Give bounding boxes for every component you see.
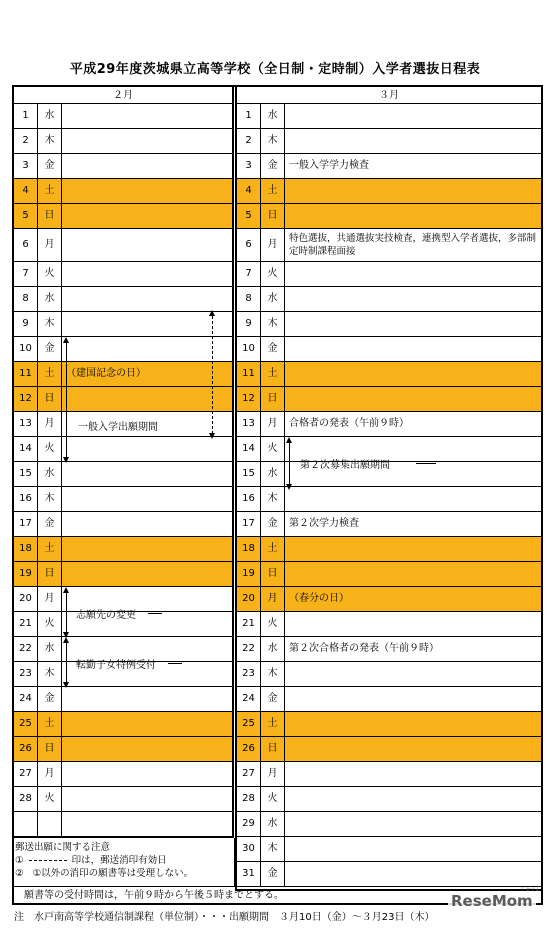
event-text — [285, 387, 541, 411]
event-text — [285, 312, 541, 336]
resemom-logo-sub: リセマム — [520, 887, 540, 893]
event-text — [285, 537, 541, 561]
event-text — [62, 287, 232, 311]
calendar-row — [237, 587, 541, 612]
weekday: 木 — [261, 487, 285, 511]
calendar-row — [237, 687, 541, 712]
transfer-special-label: 転勤子女特例受付 — [76, 660, 156, 671]
event-text — [285, 762, 541, 786]
event-text — [62, 154, 232, 178]
calendar-row — [237, 512, 541, 537]
event-text: （春分の日） — [289, 593, 349, 604]
weekday: 月 — [38, 229, 62, 261]
notes-text-1: 印は，郵送消印有効日 — [71, 855, 167, 866]
weekday: 日 — [38, 387, 62, 411]
day-number: 7 — [14, 262, 38, 286]
event-text — [62, 312, 232, 336]
event-text — [285, 287, 541, 311]
day-number: 28 — [14, 787, 38, 811]
day-number: 26 — [14, 737, 38, 761]
day-number: 15 — [14, 462, 38, 486]
day-number: 4 — [237, 179, 261, 203]
event-text — [285, 612, 541, 636]
arrow-up-icon — [209, 310, 215, 316]
event-text — [285, 104, 541, 128]
arrow-up-icon — [286, 437, 292, 443]
calendar-row — [14, 337, 232, 362]
event-text — [62, 229, 232, 261]
event-text — [285, 262, 541, 286]
day-number: 1 — [14, 104, 38, 128]
day-number: 12 — [14, 387, 38, 411]
event-text — [285, 562, 541, 586]
day-number: 9 — [14, 312, 38, 336]
weekday: 月 — [38, 587, 62, 611]
calendar-row — [14, 812, 232, 837]
day-number: 11 — [237, 362, 261, 386]
day-number: 23 — [237, 662, 261, 686]
calendar-row — [237, 229, 541, 262]
weekday: 火 — [38, 262, 62, 286]
notes-heading: 郵送出願に関する注意 — [15, 842, 111, 853]
february-calendar — [12, 85, 234, 838]
notes-line-2 — [15, 867, 231, 880]
event-text — [285, 362, 541, 386]
calendar-row — [237, 712, 541, 737]
day-number: 6 — [237, 229, 261, 261]
event-text — [62, 712, 232, 736]
event-text — [62, 562, 232, 586]
event-text — [62, 437, 232, 461]
event-text — [285, 179, 541, 203]
weekday: 月 — [38, 412, 62, 436]
weekday: 木 — [38, 487, 62, 511]
day-number: 31 — [237, 862, 261, 887]
calendar-row — [237, 662, 541, 687]
day-number: 22 — [237, 637, 261, 661]
weekday: 木 — [261, 129, 285, 153]
calendar-row — [237, 154, 541, 179]
calendar-row — [237, 312, 541, 337]
weekday: 土 — [38, 712, 62, 736]
weekday: 土 — [261, 362, 285, 386]
calendar-row — [237, 412, 541, 437]
event-text — [62, 762, 232, 786]
weekday: 土 — [261, 179, 285, 203]
day-number: 13 — [14, 412, 38, 436]
postmark-dashed-arrow-feb — [212, 316, 213, 434]
weekday: 金 — [261, 862, 285, 887]
event-text — [62, 787, 232, 811]
day-number: 8 — [14, 287, 38, 311]
weekday: 月 — [261, 229, 285, 261]
calendar-row — [237, 487, 541, 512]
calendar-row — [14, 204, 232, 229]
day-number: 2 — [14, 129, 38, 153]
day-number: 12 — [237, 387, 261, 411]
event-text — [62, 337, 232, 361]
day-number: 30 — [237, 837, 261, 861]
weekday: 日 — [261, 387, 285, 411]
calendar-row — [14, 229, 232, 262]
event-text — [285, 812, 541, 836]
weekday: 日 — [38, 562, 62, 586]
general-application-label: 一般入学出願期間 — [78, 422, 158, 433]
weekday: 金 — [261, 512, 285, 536]
event-text — [62, 462, 232, 486]
day-number: 20 — [14, 587, 38, 611]
event-text — [62, 179, 232, 203]
weekday: 木 — [261, 312, 285, 336]
day-number: 1 — [237, 104, 261, 128]
event-text: 第２次学力検査 — [289, 518, 359, 529]
day-number: 10 — [237, 337, 261, 361]
day-number: 3 — [14, 154, 38, 178]
calendar-row — [14, 104, 232, 129]
day-number: 5 — [14, 204, 38, 228]
calendar-row — [14, 537, 232, 562]
event-text: （建国記念の日） — [66, 368, 146, 379]
weekday: 土 — [261, 537, 285, 561]
weekday: 土 — [38, 537, 62, 561]
event-text — [62, 129, 232, 153]
day-number: 25 — [237, 712, 261, 736]
event-text — [62, 737, 232, 761]
event-text: 第２次合格者の発表（午前９時） — [289, 643, 439, 654]
day-number: 17 — [14, 512, 38, 536]
weekday: 火 — [261, 612, 285, 636]
calendar-row — [237, 637, 541, 662]
calendar-row — [237, 362, 541, 387]
day-number: 11 — [14, 362, 38, 386]
notes-mark-1: ① — [15, 855, 24, 866]
calendar-row — [237, 262, 541, 287]
weekday: 月 — [261, 762, 285, 786]
weekday: 金 — [38, 687, 62, 711]
day-number: 26 — [237, 737, 261, 761]
calendar-row — [14, 154, 232, 179]
calendar-row — [14, 312, 232, 337]
event-text — [62, 487, 232, 511]
weekday: 水 — [38, 637, 62, 661]
weekday: 金 — [261, 154, 285, 178]
day-number: 6 — [14, 229, 38, 261]
weekday: 水 — [261, 462, 285, 486]
calendar-row — [14, 129, 232, 154]
day-number: 20 — [237, 587, 261, 611]
weekday: 木 — [38, 662, 62, 686]
day-number: 8 — [237, 287, 261, 311]
calendar-row — [14, 437, 232, 462]
calendar-row — [14, 179, 232, 204]
day-number: 18 — [14, 537, 38, 561]
transfer-special-arrow — [66, 643, 67, 683]
event-text — [285, 837, 541, 861]
day-number: 24 — [14, 687, 38, 711]
weekday: 水 — [38, 104, 62, 128]
day-number: 25 — [14, 712, 38, 736]
day-number: 27 — [237, 762, 261, 786]
event-text — [285, 687, 541, 711]
weekday: 水 — [261, 104, 285, 128]
change-choice-label: 志願先の変更 — [76, 610, 136, 621]
day-number: 19 — [14, 562, 38, 586]
event-text — [285, 662, 541, 686]
calendar-row — [237, 337, 541, 362]
event-text — [62, 262, 232, 286]
calendar-row — [14, 462, 232, 487]
weekday: 金 — [38, 154, 62, 178]
calendar-row — [14, 737, 232, 762]
event-text: 特色選抜，共通選抜実技検査，連携型入学者選抜，多部制定時制課程面接 — [289, 233, 537, 257]
calendar-row — [14, 562, 232, 587]
calendar-row — [237, 862, 541, 887]
calendar-row — [237, 787, 541, 812]
event-text — [285, 737, 541, 761]
notes-mark-2: ② — [15, 868, 24, 879]
weekday: 金 — [38, 337, 62, 361]
day-number: 28 — [237, 787, 261, 811]
weekday: 火 — [261, 787, 285, 811]
day-number: 2 — [237, 129, 261, 153]
weekday: 月 — [38, 762, 62, 786]
event-text — [285, 787, 541, 811]
day-number: 22 — [14, 637, 38, 661]
resemom-logo: ReseMom — [448, 892, 536, 910]
change-choice-arrow — [66, 593, 67, 633]
dashed-double-arrow-icon — [29, 860, 67, 861]
event-text — [62, 512, 232, 536]
day-number: 9 — [237, 312, 261, 336]
calendar-row — [14, 262, 232, 287]
event-text — [285, 712, 541, 736]
calendar-row — [14, 512, 232, 537]
calendar-row — [237, 179, 541, 204]
page-title: 平成29年度茨城県立高等学校（全日制・定時制）入学者選抜日程表 — [69, 62, 481, 77]
calendar-row — [237, 837, 541, 862]
weekday: 日 — [38, 204, 62, 228]
calendar-row — [237, 762, 541, 787]
month-header-march: ３月 — [237, 87, 541, 104]
weekday: 火 — [261, 262, 285, 286]
day-number: 5 — [237, 204, 261, 228]
arrow-down-icon — [63, 457, 69, 463]
weekday: 水 — [38, 462, 62, 486]
arrow-down-icon — [209, 433, 215, 439]
event-text — [62, 687, 232, 711]
calendar-row — [237, 537, 541, 562]
calendar-row — [237, 812, 541, 837]
day-number: 16 — [237, 487, 261, 511]
event-text — [285, 204, 541, 228]
weekday: 金 — [38, 512, 62, 536]
weekday: 木 — [261, 662, 285, 686]
weekday: 土 — [38, 179, 62, 203]
event-text — [62, 104, 232, 128]
weekday: 月 — [261, 412, 285, 436]
weekday: 火 — [38, 437, 62, 461]
notes-line-1 — [15, 854, 231, 867]
calendar-row — [14, 762, 232, 787]
weekday: 日 — [38, 737, 62, 761]
calendar-row — [237, 562, 541, 587]
weekday: 土 — [38, 362, 62, 386]
arrow-up-icon — [63, 337, 69, 343]
day-number: 10 — [14, 337, 38, 361]
day-number: 14 — [237, 437, 261, 461]
arrow-down-icon — [286, 484, 292, 490]
day-number: 17 — [237, 512, 261, 536]
weekday: 水 — [38, 287, 62, 311]
weekday: 水 — [261, 287, 285, 311]
weekday: 水 — [261, 812, 285, 836]
event-text — [285, 337, 541, 361]
transfer-special-line — [168, 663, 182, 664]
event-text — [62, 537, 232, 561]
weekday: 日 — [261, 737, 285, 761]
event-text — [285, 487, 541, 511]
day-number: 3 — [237, 154, 261, 178]
day-number: 19 — [237, 562, 261, 586]
event-text — [62, 387, 232, 411]
day-number: 23 — [14, 662, 38, 686]
day-number: 24 — [237, 687, 261, 711]
weekday: 木 — [261, 837, 285, 861]
general-application-arrow — [66, 343, 67, 458]
weekday: 火 — [261, 437, 285, 461]
weekday: 火 — [38, 612, 62, 636]
calendar-row — [14, 362, 232, 387]
event-text: 合格者の発表（午前９時） — [289, 418, 409, 429]
weekday: 木 — [38, 312, 62, 336]
event-text — [62, 204, 232, 228]
day-number: 14 — [14, 437, 38, 461]
weekday: 木 — [38, 129, 62, 153]
calendar-row — [14, 787, 232, 812]
event-text — [285, 129, 541, 153]
weekday: 火 — [38, 787, 62, 811]
day-number: 21 — [237, 612, 261, 636]
change-choice-line — [148, 613, 162, 614]
weekday: 金 — [261, 337, 285, 361]
calendar-row — [237, 104, 541, 129]
day-number — [14, 812, 38, 837]
weekday: 金 — [261, 687, 285, 711]
weekday — [38, 812, 62, 837]
calendar-row — [237, 129, 541, 154]
event-text — [285, 862, 541, 887]
weekday: 日 — [261, 204, 285, 228]
calendar-row — [14, 687, 232, 712]
day-number: 21 — [14, 612, 38, 636]
march-calendar — [235, 85, 543, 891]
calendar-row — [237, 387, 541, 412]
month-header-february: ２月 — [14, 87, 232, 104]
weekday: 土 — [261, 712, 285, 736]
calendar-row — [237, 287, 541, 312]
calendar-row — [237, 737, 541, 762]
calendar-row — [14, 487, 232, 512]
calendar-row — [14, 712, 232, 737]
weekday: 水 — [261, 637, 285, 661]
correspondence-course-footnote: 注 水戸南高等学校通信制課程（単位制）・・・出願期間 ３月10日（金）～３月23日（木） — [14, 912, 435, 923]
day-number: 13 — [237, 412, 261, 436]
second-application-label: 第２次募集出願期間 — [300, 460, 390, 471]
weekday: 月 — [261, 587, 285, 611]
day-number: 4 — [14, 179, 38, 203]
event-text: 一般入学学力検査 — [289, 160, 369, 171]
event-text — [62, 812, 232, 837]
arrow-up-icon — [63, 637, 69, 643]
calendar-row — [237, 612, 541, 637]
arrow-up-icon — [63, 587, 69, 593]
day-number: 15 — [237, 462, 261, 486]
calendar-row — [237, 204, 541, 229]
day-number: 29 — [237, 812, 261, 836]
weekday: 日 — [261, 562, 285, 586]
second-application-line — [416, 463, 436, 464]
day-number: 18 — [237, 537, 261, 561]
notes-text-2: ①以外の消印の願書等は受理しない。 — [32, 868, 194, 879]
day-number: 7 — [237, 262, 261, 286]
calendar-row — [14, 287, 232, 312]
reception-hours-note: 願書等の受付時間は，午前９時から午後５時までとする。 — [12, 886, 543, 905]
day-number: 16 — [14, 487, 38, 511]
calendar-row — [14, 387, 232, 412]
day-number: 27 — [14, 762, 38, 786]
mail-application-notes — [12, 838, 235, 886]
arrow-down-icon — [63, 682, 69, 688]
second-application-arrow — [289, 443, 290, 485]
